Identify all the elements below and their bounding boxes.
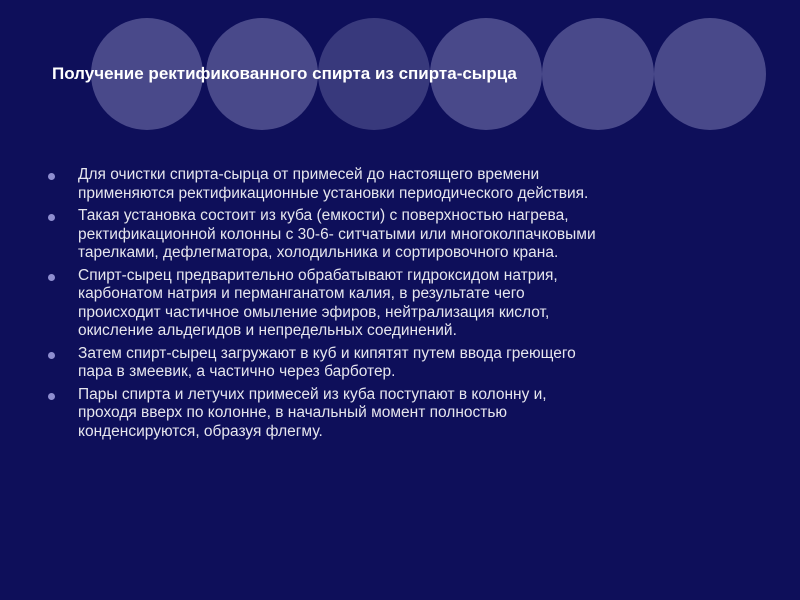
bullet-item: [48, 166, 758, 203]
bullet-dot-icon: [48, 173, 55, 180]
bullet-dot-icon: [48, 393, 55, 400]
bullet-text: Спирт-сырец предварительно обрабатывают гидроксидом натрия, карбонатом натрия и перманганатом калия, в результате чего происходит частичное омыление эфиров, нейтрализация кислот, окисление альдегидов и непредельных соединений.: [78, 266, 558, 339]
bullet-item: [48, 345, 758, 382]
bullet-text: Затем спирт-сырец загружают в куб и кипятят путем ввода греющего пара в змеевик, а частично через барботер.: [78, 344, 576, 380]
bullet-text: Такая установка состоит из куба (емкости) с поверхностью нагрева, ректификационной колонны с 30-6- ситчатыми или многоколпачковыми тарелками, дефлегматора, холодильника и сортировочного крана.: [78, 207, 596, 261]
bullet-text: Пары спирта и летучих примесей из куба поступают в колонну и, проходя вверх по колонне, в начальный момент полностью конденсируются, образуя флегму.: [78, 385, 547, 440]
bullet-item: [48, 207, 758, 263]
bullet-dot-icon: [48, 274, 55, 281]
bullet-dot-icon: [48, 352, 55, 359]
bullet-dot-icon: [48, 214, 55, 221]
bullet-item: [48, 267, 758, 341]
bullet-text: Для очистки спирта-сырца от примесей до настоящего времени применяются ректификационные установки периодического действия.: [78, 166, 589, 202]
bullet-list: [48, 166, 758, 445]
slide-title: Получение ректификованного спирта из спирта-сырца: [52, 64, 517, 83]
bullet-item: [48, 386, 758, 442]
